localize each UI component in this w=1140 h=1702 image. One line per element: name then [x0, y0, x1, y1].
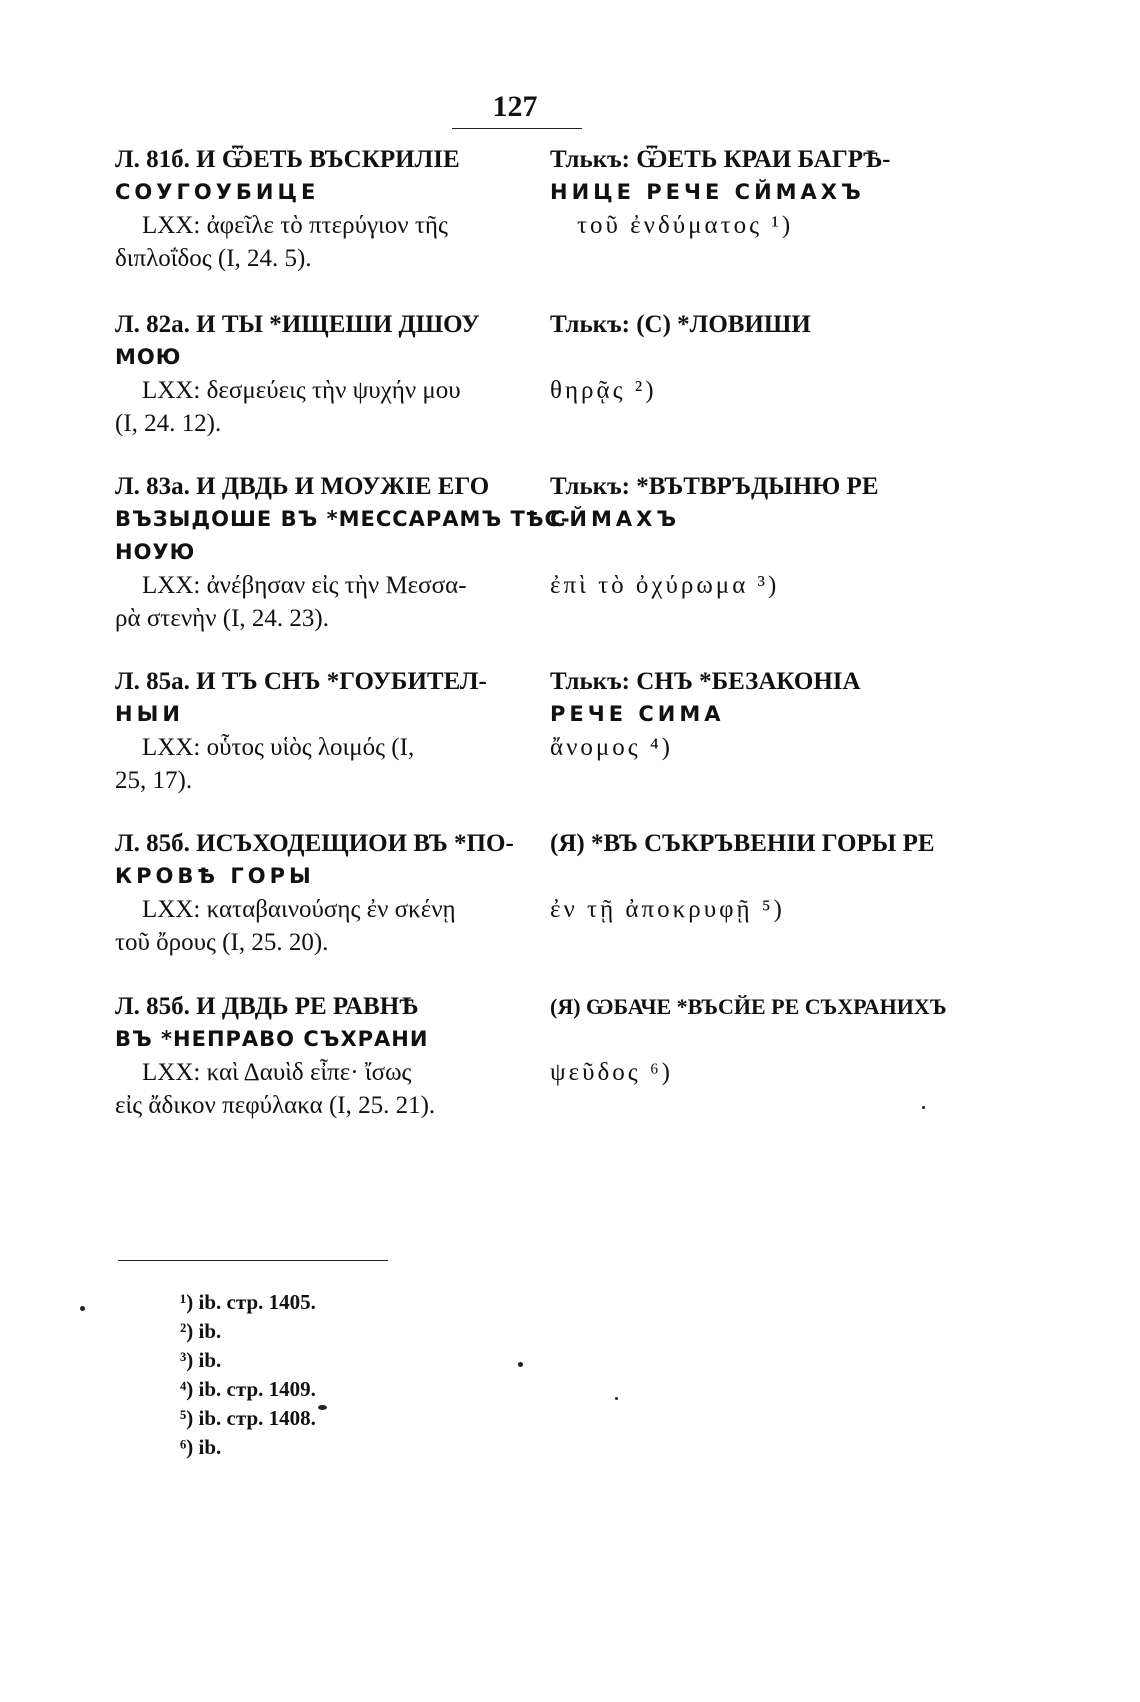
entry-right-column — [550, 308, 950, 407]
entry-right-column — [550, 665, 950, 764]
entry-lxx-text: τοῦ ὄρους (I, 25. 20). — [115, 929, 329, 956]
entry-right-column — [550, 827, 950, 926]
print-speck — [318, 1405, 327, 1410]
entry-commentary: (Я) ѠБАЧЕ *ВЪСЙЕ РЕ СЪХРАНИХЪ — [550, 994, 947, 1019]
entry-church-slavonic-text: НОУЮ — [115, 540, 196, 564]
entry-lxx-text: LXX: καταβαινούσης ἐν σκένῃ — [142, 896, 456, 923]
entry-right-column — [550, 990, 950, 1089]
footnote: ²) ib. — [180, 1319, 222, 1343]
entry-left-column — [115, 827, 514, 959]
entry-left-column — [115, 308, 505, 440]
entry-commentary: РЕЧЕ СИМА — [550, 702, 725, 726]
entry-church-slavonic-text: СОУГОУБИЦЕ — [115, 180, 320, 204]
entry-left-column — [115, 143, 505, 275]
entry-commentary: Тлькъ: СНЪ *БЕЗАКОНІА — [550, 668, 861, 695]
footnote-separator — [118, 1260, 388, 1261]
entry-lxx-text: LXX: δεσμεύεις τὴν ψυχήν μου — [142, 377, 461, 404]
entry-commentary: Тлькъ: (С) *ЛОВИШИ — [550, 311, 811, 338]
entry-lxx-text: ρὰ στενὴν (I, 24. 23). — [115, 605, 330, 632]
entry-right-column — [550, 143, 950, 242]
entry-lxx-text: διπλοΐδος (I, 24. 5). — [115, 245, 312, 272]
page-number-underline — [452, 128, 582, 129]
entry-lxx-text: LXX: ἀφεῖλε τὸ πτερύγιον τῆς — [142, 212, 448, 239]
footnote: ⁴) ib. стр. 1409. — [180, 1377, 316, 1401]
entry-church-slavonic-text: МОЮ — [115, 345, 182, 369]
footnotes — [180, 1288, 580, 1462]
page-number: 127 — [492, 90, 538, 123]
print-speck — [615, 1397, 618, 1400]
entry-church-slavonic-text: ВЪЗЫДОШЕ ВЪ *МЕССАРАМЪ ТѢС- — [115, 507, 571, 531]
entry-lxx-text: εἰς ἄδικον πεφύλακα (I, 25. 21). — [115, 1092, 436, 1119]
print-speck — [80, 1306, 85, 1311]
entry-greek-gloss: τοῦ ἐνδύματος ¹) — [577, 212, 794, 239]
entry-lxx-text: LXX: ἀνέβησαν εἰς τὴν Μεσσα- — [142, 572, 467, 599]
entry-heading: Л. 82а. И ТЫ *ИЩЕШИ ДШОУ — [115, 311, 480, 338]
entry-heading: Л. 83а. И ДВДЬ И МОУЖІЕ ЕГО — [115, 473, 490, 500]
entry-lxx-text: (I, 24. 12). — [115, 410, 222, 437]
entry-commentary: Тлькъ: ѾЕТЬ КРАИ БАГРѢ- — [550, 146, 891, 173]
entry-heading: Л. 85б. И ДВДЬ РЕ РАВНѢ — [115, 993, 419, 1020]
print-speck — [518, 1362, 523, 1367]
footnote: ⁵) ib. стр. 1408. — [180, 1406, 316, 1430]
entry-greek-gloss: ἐπὶ τὸ ὀχύρωμα ³) — [550, 572, 780, 599]
print-speck — [922, 1106, 925, 1109]
entry-greek-gloss: ψεῦδος ⁶) — [550, 1059, 673, 1086]
entry-right-column — [550, 470, 950, 602]
footnote: ¹) ib. стр. 1405. — [180, 1290, 316, 1314]
entry-commentary: (Я) *ВЪ СЪКРЪВЕНІИ ГОРЫ РЕ — [550, 830, 935, 857]
entry-heading: Л. 85б. ИСЪХОДЕЩИОИ ВЪ *ПО- — [115, 830, 514, 857]
entry-heading: Л. 81б. И ѾЕТЬ ВЪСКРИЛІЕ — [115, 146, 460, 173]
entry-lxx-text: LXX: καὶ Δαυὶδ εἶπε· ἴσως — [142, 1059, 412, 1086]
entry-lxx-text: 25, 17). — [115, 767, 193, 794]
entry-commentary: Тлькъ: *ВЪТВРЪДЫНЮ РЕ — [550, 473, 879, 500]
entry-church-slavonic-text: НЫИ — [115, 702, 184, 726]
entry-greek-gloss: θηρᾷς ²) — [550, 377, 657, 404]
entry-commentary: НИЦЕ РЕЧЕ СЙМАХЪ — [550, 180, 865, 204]
entry-heading: Л. 85а. И ТЪ СНЪ *ГОУБИТЕЛ- — [115, 668, 487, 695]
entry-commentary: СЙМАХЪ — [550, 507, 681, 531]
footnote: ⁶) ib. — [180, 1435, 222, 1459]
entry-left-column — [115, 990, 505, 1122]
entry-left-column — [115, 665, 505, 797]
entry-greek-gloss: ἐν τῇ ἀποκρυφῇ ⁵) — [550, 896, 785, 923]
entry-greek-gloss: ἄνομος ⁴) — [550, 734, 673, 761]
entry-church-slavonic-text: ВЪ *НЕПРАВО СЪХРАНИ — [115, 1027, 429, 1051]
entry-left-column — [115, 470, 571, 635]
entry-lxx-text: LXX: οὗτος υἱὸς λοιμός (I, — [142, 734, 415, 761]
footnote: ³) ib. — [180, 1348, 222, 1372]
entry-church-slavonic-text: КРОВѢ ГОРЫ — [115, 864, 315, 888]
